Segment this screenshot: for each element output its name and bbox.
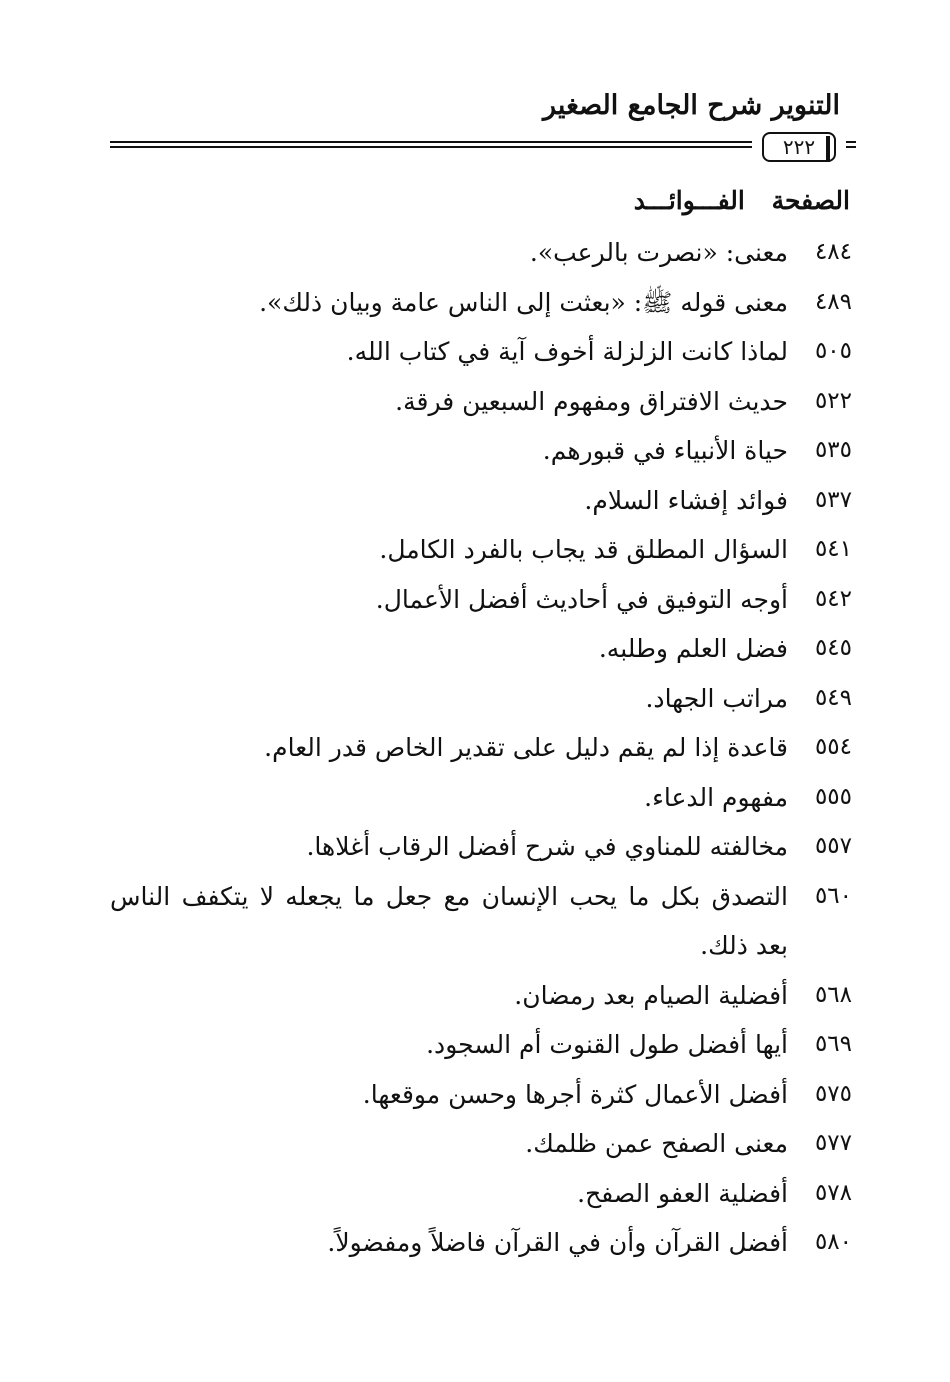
index-entry [110, 723, 852, 773]
entry-text: أوجه التوفيق في أحاديث أفضل الأعمال. [375, 584, 788, 614]
index-entry [110, 822, 852, 872]
page-number: ٢٢٢ [782, 135, 816, 159]
index-entry [110, 228, 852, 278]
index-header [110, 181, 850, 221]
index-list [110, 228, 852, 1268]
index-entry [110, 278, 852, 328]
index-entry [110, 674, 852, 724]
index-entry [110, 426, 852, 476]
equals-ornament-icon [846, 138, 856, 148]
index-entry [110, 1169, 852, 1219]
entry-text: أفضل الأعمال كثرة أجرها وحسن موقعها. [362, 1079, 788, 1109]
entry-page: ٥٦٠ [814, 882, 852, 909]
index-entry [110, 525, 852, 575]
entry-text: أفضلية الصيام بعد رمضان. [514, 980, 788, 1010]
index-entry [110, 1020, 852, 1070]
entry-page: ٥٤٩ [814, 684, 852, 711]
entry-page: ٥٤١ [814, 536, 852, 562]
entry-text: حديث الافتراق ومفهوم السبعين فرقة. [395, 386, 788, 416]
entry-page: ٥٣٧ [814, 486, 852, 513]
index-entry [110, 624, 852, 674]
entry-page: ٤٨٤ [814, 239, 852, 265]
entry-page: ٥٨٠ [814, 1229, 852, 1255]
header-topic-label: الفـــوائـــد [633, 186, 745, 215]
entry-page: ٥٥٥ [814, 783, 852, 810]
index-entry [110, 1119, 852, 1169]
entry-text: حياة الأنبياء في قبورهم. [542, 436, 788, 465]
header-page-label: الصفحة [771, 186, 850, 215]
entry-page: ٥٢٢ [814, 387, 852, 414]
entry-page: ٥٧٨ [814, 1179, 852, 1206]
index-entry [110, 1070, 852, 1120]
entry-page: ٥٤٢ [814, 585, 852, 612]
entry-text: فوائد إفشاء السلام. [584, 485, 788, 515]
entry-text: أيها أفضل طول القنوت أم السجود. [426, 1030, 788, 1059]
entry-page: ٥٠٥ [814, 338, 852, 364]
entry-text: فضل العلم وطلبه. [598, 634, 788, 663]
running-title: التنوير شرح الجامع الصغير [543, 90, 840, 121]
index-entry [110, 971, 852, 1021]
entry-page: ٥٥٧ [814, 833, 852, 859]
header-rule [110, 132, 850, 168]
entry-text: قاعدة إذا لم يقم دليل على تقدير الخاص قدر العام. [264, 733, 788, 762]
entry-text: لماذا كانت الزلزلة أخوف آية في كتاب الله. [346, 337, 788, 366]
entry-page: ٥٦٨ [814, 981, 852, 1008]
index-entry [110, 327, 852, 377]
rule-line-top [110, 141, 752, 143]
entry-text: مفهوم الدعاء. [644, 782, 788, 812]
entry-text: أفضل القرآن وأن في القرآن فاضلاً ومفضولاً. [327, 1228, 788, 1257]
entry-text: معنى: «نصرت بالرعب». [529, 238, 788, 267]
entry-page: ٤٨٩ [814, 288, 852, 315]
index-entry [110, 773, 852, 823]
entry-text: السؤال المطلق قد يجاب بالفرد الكامل. [379, 535, 788, 564]
index-entry [110, 476, 852, 526]
entry-page: ٥٤٥ [814, 635, 852, 661]
entry-text: التصدق بكل ما يحب الإنسان مع جعل ما يجعله لا يتكفف الناس بعد ذلك. [110, 881, 788, 960]
entry-page: ٥٦٩ [814, 1031, 852, 1057]
rule-line-bottom [110, 146, 752, 148]
entry-text: مراتب الجهاد. [645, 683, 788, 713]
entry-page: ٥٧٧ [814, 1130, 852, 1156]
badge-bar-ornament [826, 136, 830, 162]
entry-text: مخالفته للمناوي في شرح أفضل الرقاب أغلاها. [306, 832, 788, 861]
entry-page: ٥٧٥ [814, 1080, 852, 1107]
entry-page: ٥٣٥ [814, 437, 852, 463]
index-entry [110, 872, 852, 971]
index-entry [110, 575, 852, 625]
entry-text: أفضلية العفو الصفح. [577, 1178, 788, 1208]
index-entry [110, 1218, 852, 1268]
entry-text: معنى قوله ﷺ: «بعثت إلى الناس عامة وبيان ذلك». [259, 287, 788, 317]
index-entry [110, 377, 852, 427]
entry-text: معنى الصفح عمن ظلمك. [525, 1129, 788, 1158]
page-number-badge [762, 132, 836, 162]
entry-page: ٥٥٤ [814, 734, 852, 760]
